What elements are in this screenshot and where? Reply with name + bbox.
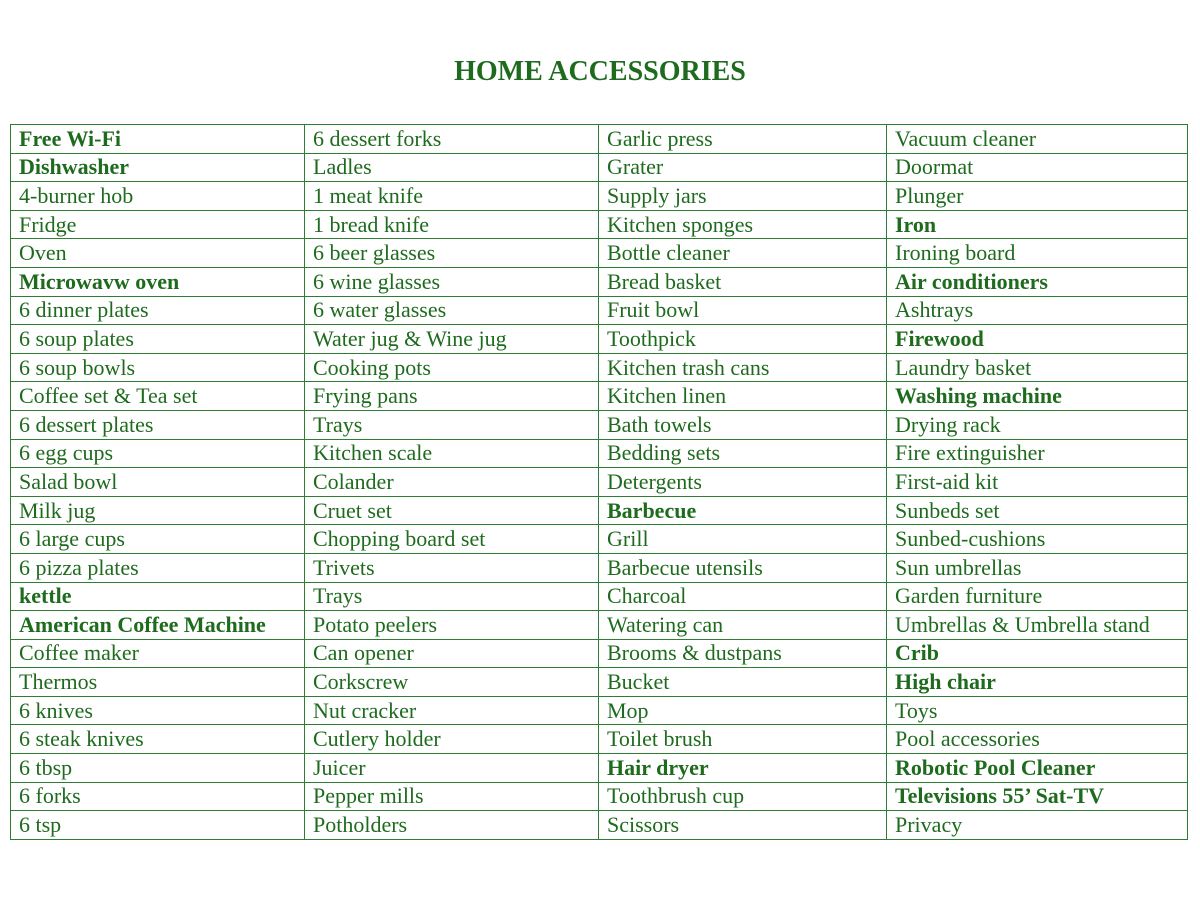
table-row <box>11 668 1188 697</box>
table-cell: Salad bowl <box>11 468 305 497</box>
table-cell: 6 forks <box>11 782 305 811</box>
table-cell: 6 steak knives <box>11 725 305 754</box>
table-cell: Coffee maker <box>11 639 305 668</box>
table-cell: 6 pizza plates <box>11 553 305 582</box>
table-row <box>11 325 1188 354</box>
table-cell: Fire extinguisher <box>887 439 1188 468</box>
table-cell: Doormat <box>887 153 1188 182</box>
table-cell: Garden furniture <box>887 582 1188 611</box>
table-cell: Grill <box>599 525 887 554</box>
table-cell: Free Wi-Fi <box>11 125 305 154</box>
table-cell: Bath towels <box>599 410 887 439</box>
table-cell: 6 large cups <box>11 525 305 554</box>
table-row <box>11 153 1188 182</box>
table-cell: Bottle cleaner <box>599 239 887 268</box>
table-cell: Umbrellas & Umbrella stand <box>887 611 1188 640</box>
table-cell: Trivets <box>305 553 599 582</box>
table-cell: Can opener <box>305 639 599 668</box>
table-cell: Sun umbrellas <box>887 553 1188 582</box>
table-row <box>11 782 1188 811</box>
table-cell: Kitchen linen <box>599 382 887 411</box>
table-body <box>11 125 1188 840</box>
table-cell: High chair <box>887 668 1188 697</box>
table-cell: Barbecue utensils <box>599 553 887 582</box>
table-cell: Detergents <box>599 468 887 497</box>
table-cell: 6 beer glasses <box>305 239 599 268</box>
table-cell: Potholders <box>305 811 599 840</box>
table-row <box>11 353 1188 382</box>
table-cell: Frying pans <box>305 382 599 411</box>
table-cell: Drying rack <box>887 410 1188 439</box>
table-cell: 6 wine glasses <box>305 267 599 296</box>
table-row <box>11 239 1188 268</box>
table-cell: 6 egg cups <box>11 439 305 468</box>
table-cell: Toothbrush cup <box>599 782 887 811</box>
table-row <box>11 182 1188 211</box>
table-cell: 4-burner hob <box>11 182 305 211</box>
table-cell: Trays <box>305 582 599 611</box>
table-cell: 1 bread knife <box>305 210 599 239</box>
table-cell: Mop <box>599 696 887 725</box>
table-row <box>11 296 1188 325</box>
table-cell: Bread basket <box>599 267 887 296</box>
table-cell: Water jug & Wine jug <box>305 325 599 354</box>
table-cell: Laundry basket <box>887 353 1188 382</box>
table-cell: Kitchen sponges <box>599 210 887 239</box>
table-cell: Ashtrays <box>887 296 1188 325</box>
table-cell: Brooms & dustpans <box>599 639 887 668</box>
table-cell: Cooking pots <box>305 353 599 382</box>
table-cell: Coffee set & Tea set <box>11 382 305 411</box>
table-row <box>11 125 1188 154</box>
table-cell: Supply jars <box>599 182 887 211</box>
table-cell: Fruit bowl <box>599 296 887 325</box>
table-row <box>11 754 1188 783</box>
table-cell: Ladles <box>305 153 599 182</box>
table-cell: Corkscrew <box>305 668 599 697</box>
table-cell: Robotic Pool Cleaner <box>887 754 1188 783</box>
table-cell: Privacy <box>887 811 1188 840</box>
table-cell: 6 tbsp <box>11 754 305 783</box>
table-cell: kettle <box>11 582 305 611</box>
table-cell: Vacuum cleaner <box>887 125 1188 154</box>
table-row <box>11 725 1188 754</box>
table-cell: Grater <box>599 153 887 182</box>
table-cell: Crib <box>887 639 1188 668</box>
table-row <box>11 582 1188 611</box>
table-cell: 6 knives <box>11 696 305 725</box>
table-cell: Pool accessories <box>887 725 1188 754</box>
table-cell: American Coffee Machine <box>11 611 305 640</box>
table-cell: 6 dessert plates <box>11 410 305 439</box>
table-row <box>11 696 1188 725</box>
table-cell: Garlic press <box>599 125 887 154</box>
table-cell: Charcoal <box>599 582 887 611</box>
table-row <box>11 639 1188 668</box>
table-cell: Kitchen scale <box>305 439 599 468</box>
accessories-table <box>10 124 1188 840</box>
table-cell: Thermos <box>11 668 305 697</box>
table-cell: 6 dessert forks <box>305 125 599 154</box>
table-cell: Juicer <box>305 754 599 783</box>
table-cell: Cutlery holder <box>305 725 599 754</box>
table-cell: Pepper mills <box>305 782 599 811</box>
table-cell: Bucket <box>599 668 887 697</box>
table-row <box>11 525 1188 554</box>
table-cell: Firewood <box>887 325 1188 354</box>
table-row <box>11 267 1188 296</box>
table-cell: Televisions 55’ Sat-TV <box>887 782 1188 811</box>
table-cell: Watering can <box>599 611 887 640</box>
table-cell: 6 water glasses <box>305 296 599 325</box>
table-cell: Colander <box>305 468 599 497</box>
table-cell: Potato peelers <box>305 611 599 640</box>
table-cell: Scissors <box>599 811 887 840</box>
table-cell: Bedding sets <box>599 439 887 468</box>
table-cell: Washing machine <box>887 382 1188 411</box>
table-cell: Toys <box>887 696 1188 725</box>
table-cell: Sunbed-cushions <box>887 525 1188 554</box>
table-cell: Nut cracker <box>305 696 599 725</box>
table-cell: Sunbeds set <box>887 496 1188 525</box>
table-row <box>11 439 1188 468</box>
table-cell: Milk jug <box>11 496 305 525</box>
table-cell: Oven <box>11 239 305 268</box>
table-row <box>11 811 1188 840</box>
table-cell: Air conditioners <box>887 267 1188 296</box>
table-cell: Dishwasher <box>11 153 305 182</box>
table-row <box>11 210 1188 239</box>
table-row <box>11 553 1188 582</box>
table-cell: 6 soup plates <box>11 325 305 354</box>
table-row <box>11 382 1188 411</box>
table-cell: 1 meat knife <box>305 182 599 211</box>
table-row <box>11 468 1188 497</box>
table-cell: Toothpick <box>599 325 887 354</box>
table-row <box>11 611 1188 640</box>
table-cell: Cruet set <box>305 496 599 525</box>
table-cell: Barbecue <box>599 496 887 525</box>
table-cell: First-aid kit <box>887 468 1188 497</box>
table-cell: Hair dryer <box>599 754 887 783</box>
table-cell: Chopping board set <box>305 525 599 554</box>
table-cell: 6 soup bowls <box>11 353 305 382</box>
table-row <box>11 410 1188 439</box>
table-cell: Ironing board <box>887 239 1188 268</box>
table-cell: Microwavw oven <box>11 267 305 296</box>
page-title: HOME ACCESSORIES <box>454 56 746 87</box>
table-cell: Plunger <box>887 182 1188 211</box>
table-row <box>11 496 1188 525</box>
table-cell: Trays <box>305 410 599 439</box>
table-cell: 6 dinner plates <box>11 296 305 325</box>
table-cell: Iron <box>887 210 1188 239</box>
table-cell: 6 tsp <box>11 811 305 840</box>
table-cell: Kitchen trash cans <box>599 353 887 382</box>
table-cell: Toilet brush <box>599 725 887 754</box>
table-cell: Fridge <box>11 210 305 239</box>
